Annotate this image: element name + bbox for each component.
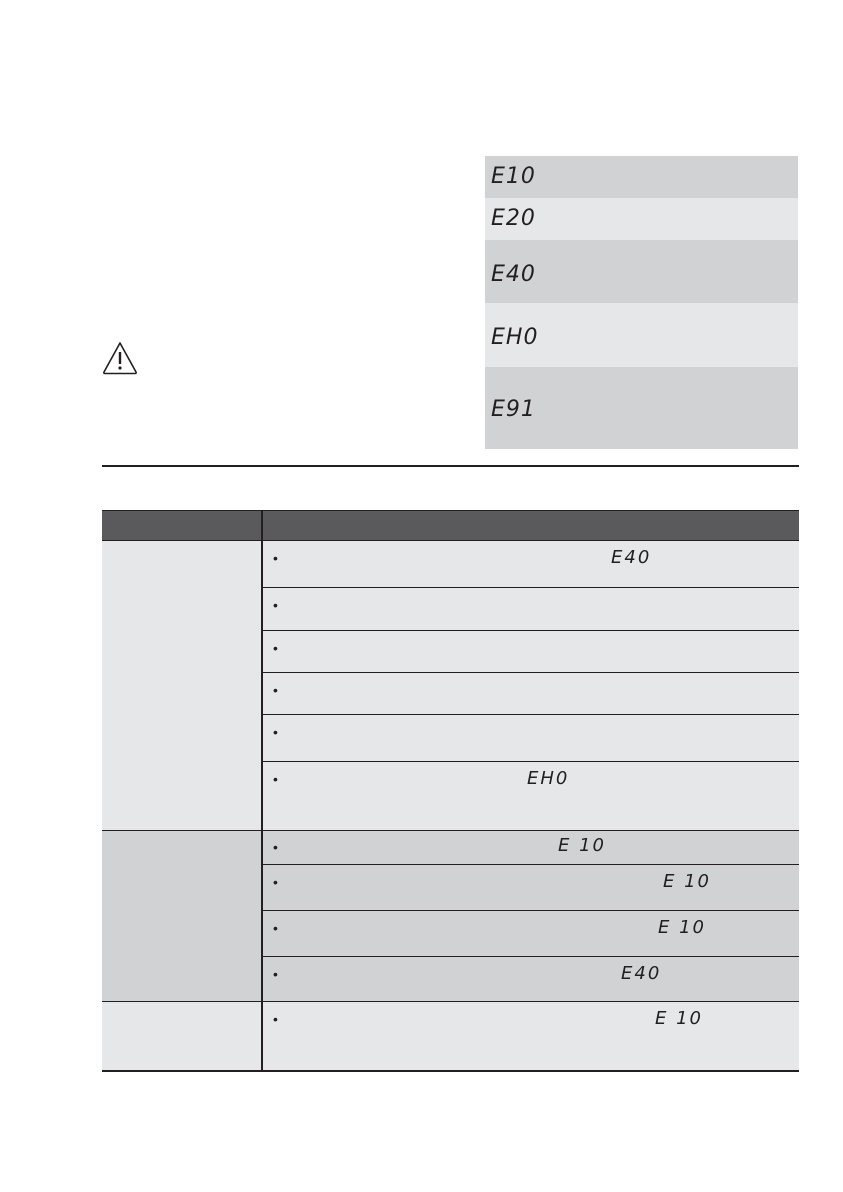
error-code-row-e20 <box>485 198 798 240</box>
table-header <box>102 510 799 540</box>
solution-row <box>263 630 799 672</box>
bullet-icon: • <box>273 966 278 982</box>
error-code-ref: E40 <box>621 963 662 984</box>
table-bottom-border <box>102 1070 799 1072</box>
troubleshooting-table <box>102 510 799 1072</box>
error-code-ref: E 10 <box>663 871 711 892</box>
solution-row <box>263 672 799 714</box>
error-code-ref: E 10 <box>658 917 706 938</box>
error-code-ref: E40 <box>611 547 652 568</box>
problem-cell <box>102 1002 263 1070</box>
error-code: E10 <box>491 164 536 189</box>
bullet-icon: • <box>273 597 278 613</box>
error-code: EH0 <box>491 325 539 350</box>
solution-row <box>263 541 799 587</box>
bullet-icon: • <box>273 920 278 936</box>
solution-column <box>263 831 799 1001</box>
problem-group-3 <box>102 1001 799 1070</box>
solution-row <box>263 910 799 956</box>
bullet-icon: • <box>273 550 278 566</box>
bullet-icon: • <box>273 682 278 698</box>
problem-header-cell <box>102 511 263 540</box>
error-code-row-eh0 <box>485 303 798 367</box>
solution-row <box>263 1002 799 1070</box>
error-code-ref: E 10 <box>558 835 606 856</box>
solution-row <box>263 714 799 761</box>
bullet-icon: • <box>273 724 278 740</box>
solution-row <box>263 587 799 630</box>
error-code-row-e91 <box>485 367 798 449</box>
problem-cell <box>102 831 263 1001</box>
solution-row <box>263 761 799 830</box>
problem-group-2 <box>102 830 799 1001</box>
error-code-row-e40 <box>485 240 798 303</box>
bullet-icon: • <box>273 839 278 855</box>
error-code: E40 <box>491 262 536 287</box>
solution-column <box>263 1002 799 1070</box>
error-code-ref: E 10 <box>655 1008 703 1029</box>
solution-column <box>263 541 799 830</box>
solution-row <box>263 956 799 1001</box>
error-code: E20 <box>491 206 536 231</box>
solution-header-cell <box>263 511 799 540</box>
bullet-icon: • <box>273 640 278 656</box>
error-code: E91 <box>491 397 536 422</box>
section-divider <box>102 465 799 467</box>
error-code-row-e10 <box>485 156 798 198</box>
problem-cell <box>102 541 263 830</box>
bullet-icon: • <box>273 874 278 890</box>
error-code-table <box>485 156 798 449</box>
solution-row <box>263 831 799 864</box>
error-code-ref: EH0 <box>527 768 570 789</box>
problem-group-1 <box>102 540 799 830</box>
bullet-icon: • <box>273 771 278 787</box>
solution-row <box>263 864 799 910</box>
bullet-icon: • <box>273 1011 278 1027</box>
warning-triangle-icon <box>102 341 138 375</box>
